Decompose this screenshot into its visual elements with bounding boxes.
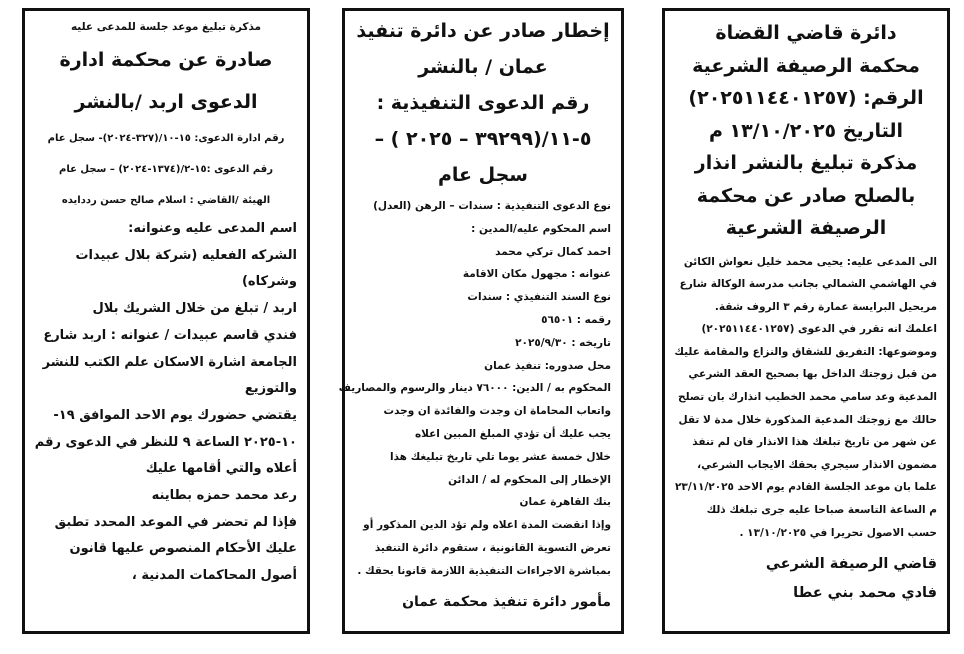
body-line: أصول المحاكمات المدنية ، [131,568,297,584]
body-line: الإخطار إلى المحكوم له / الدائن [448,473,611,486]
body-line: وإذا انقضت المدة اعلاه ولم تؤد الدين المذكور أو [363,519,611,532]
title-line: عمان / بالنشر [418,56,548,78]
body-line: من قبل زوجتك الداخل بها بصحيح العقد الشرعي [688,368,937,381]
title-line: محكمة الرصيفة الشرعية [692,54,920,77]
title-line: دائرة قاضي القضاة [715,22,897,44]
title-line: إخطار صادر عن دائرة تنفيذ [356,20,610,42]
title-lines [35,39,297,123]
signature-line: فادي محمد بني عطا [793,585,937,602]
title-line: الرقم: (٢٠٢٥١١٤٤٠١٢٥٧) [688,87,924,109]
signature-lines [675,550,937,608]
body-lines [338,195,611,583]
body-line: يجب عليك أن تؤدي المبلغ المبين اعلاه [414,427,611,440]
title-line: التاريخ ١٣/١٠/٢٠٢٥ م [708,119,904,142]
meta-line: رقم ادارة الدعوى: ١٥-١٠/(٣٢٧-٢٠٢٤)- سجل عام [47,133,285,144]
title-line: صادرة عن محكمة ادارة [59,49,273,71]
body-line: واتعاب المحاماة ان وجدت والفائدة ان وجدت [383,405,611,418]
signature-lines [355,587,611,617]
body-line: عن شهر من تاريخ تبلغك هذا الانذار فان لم تنفذ [692,436,937,449]
meta-line: الهيئة /القاضي : اسلام صالح حسن رددايده [61,195,271,206]
body-line: نوع الدعوى التنفيذية : سندات – الرهن (العدل) [373,200,611,212]
body-line: اسم المدعى عليه وعنوانه: [128,221,297,236]
body-line: نوع السند التنفيذي : سندات [467,291,611,304]
body-line: علما بان موعد الجلسة القادم يوم الاحد ٢٣/١١/٢٠٢٥ [675,481,937,494]
meta-lines [35,123,297,216]
notice-rusaifa-sharia-court [662,8,950,634]
body-line: وموضوعها: التفريق للشقاق والنزاع والمقامة عليك [674,345,937,358]
body-line: الى المدعى عليه: يحيى محمد خليل نعواش الكائن [683,255,937,268]
title-lines [355,13,611,193]
body-line: في الهاشمي الشمالي بجانب مدرسة الوكالة شارع [679,278,937,291]
body-line: تعرض التسوية القانونية ، ستقوم دائرة التنفيذ [374,541,611,554]
body-line: احمد كمال تركي محمد [495,245,611,258]
body-line: بمباشرة الاجراءات التنفيذية اللازمة قانونا بحقك . [357,564,611,577]
body-line: م الساعة التاسعة صباحا عليه جرى تبلغك ذلك [706,504,937,517]
body-line: المدعية وعد سامي محمد الخطيب انذارك بان تصلح [678,391,937,404]
body-lines [35,216,297,590]
body-line: محل صدوره: تنفيذ عمان [484,359,611,372]
body-line: اسم المحكوم عليه/المدين : [471,222,611,235]
body-line: يقتضي حضورك يوم الاحد الموافق ١٩- [53,407,297,423]
body-lines [675,251,937,545]
title-lines [675,17,937,245]
body-line: حسب الاصول تحريرا في ١٣/١٠/٢٠٢٥ . [739,526,937,539]
body-line: الشركه الفعليه (شركة بلال عبيدات [75,247,297,263]
body-line: اعلمك انه تقرر في الدعوى (٢٠٢٥١١٤٤٠١٢٥٧) [701,323,937,336]
notice-irbid-case-management [22,8,310,634]
body-line: عنوانه : مجهول مكان الاقامة [462,268,611,281]
signature-line: مأمور دائرة تنفيذ محكمة عمان [402,593,611,610]
body-line: رقمه : ٥٦٥٠١ [541,313,611,326]
body-line: فندي قاسم عبيدات / عنوانه : اربد شارع [43,327,297,343]
meta-line: رقم الدعوى :١٥-٢/(١٣٧٤-٢٠٢٤) – سجل عام [59,164,273,175]
body-line: اربد / تبلغ من خلال الشريك بلال [92,301,297,317]
body-line: خلال خمسة عشر يوما تلي تاريخ تبليغك هذا [390,450,611,463]
title-line: الرصيفة الشرعية [725,217,887,239]
body-line: أعلاه والتي أقامها عليك [145,461,297,477]
body-line: المحكوم به / الدين: ٧٦٠٠٠ دينار والرسوم والمصاريف [338,382,611,395]
notice-amman-execution [338,8,624,634]
title-line: بالصلح صادر عن محكمة [696,184,916,207]
signature-line: قاضي الرصيفة الشرعي [765,556,937,573]
body-line: رعد محمد حمزه بطاينه [151,488,297,504]
body-line: ١٠-٢٠٢٥ الساعة ٩ للنظر في الدعوى رقم [34,434,297,450]
body-line: مضمون الانذار سيجري بحقك الايجاب الشرعي، [697,458,937,471]
title-line: الدعوى اربد /بالنشر [74,91,258,113]
title-line: مذكرة تبليغ بالنشر انذار [694,152,918,174]
body-line: مريحيل البرايسة عمارة رقم ٣ الروف شقة. [714,300,937,313]
body-line: فإذا لم تحضر في الموعد المحدد تطبق [54,514,297,530]
title-line: ٥-١١/(٣٩٢٩٩ – ٢٠٢٥ ) – [374,128,592,150]
body-line: وشركاه) [241,274,297,290]
body-line: عليك الأحكام المنصوص عليها قانون [69,541,297,557]
body-line: تاريخه : ٢٠٢٥/٩/٣٠ [515,336,611,349]
body-line: الجامعة اشارة الاسكان علم الكتب للنشر [42,354,297,370]
notice-header: مذكرة تبليغ موعد جلسة للمدعى عليه [70,21,262,33]
body-line: والتوزيع [244,381,297,397]
title-line: رقم الدعوى التنفيذية : [376,92,590,114]
body-line: بنك القاهرة عمان [519,496,611,509]
title-line: سجل عام [438,164,528,186]
body-line: حالك مع زوجتك المدعية المذكورة خلال مدة لا تقل [678,413,937,426]
